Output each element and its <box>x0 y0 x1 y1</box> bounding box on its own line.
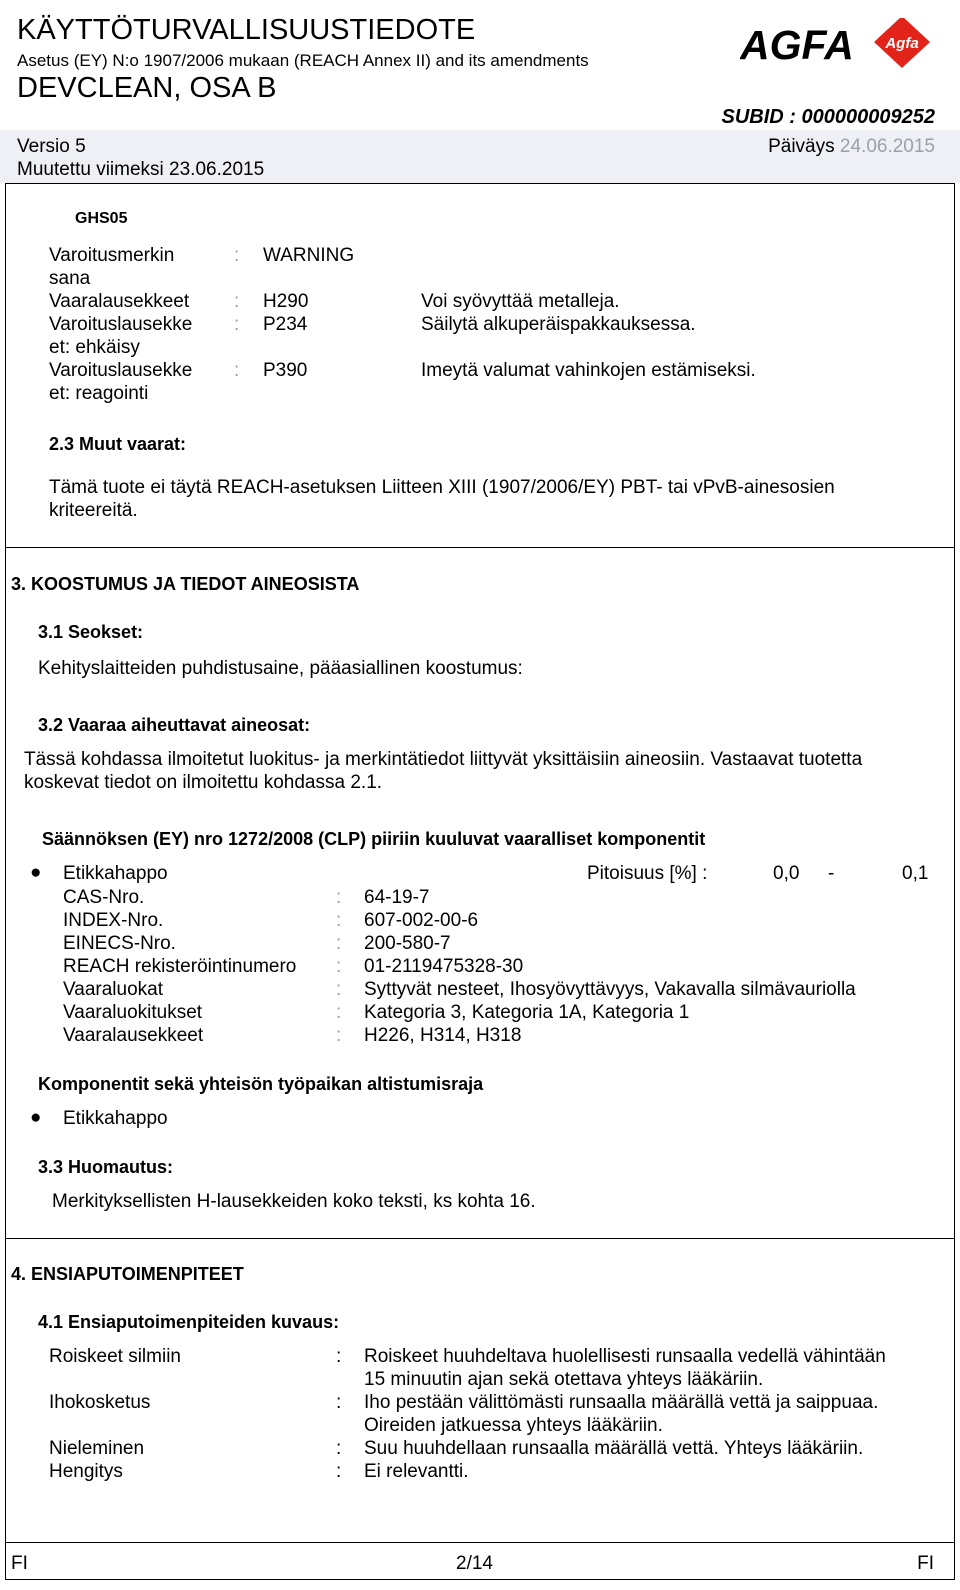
regulation-line: Asetus (EY) N:o 1907/2006 mukaan (REACH Annex II) and its amendments <box>17 51 589 70</box>
section-4-heading: 4. ENSIAPUTOIMENPITEET <box>11 1264 244 1284</box>
section-3-3-heading: 3.3 Huomautus: <box>38 1157 174 1177</box>
version: Versio 5 <box>17 136 86 157</box>
section-3-heading: 3. KOOSTUMUS JA TIEDOT AINEOSISTA <box>11 574 360 594</box>
subid: SUBID : 000000009252 <box>721 106 935 128</box>
concentration-max: 0,1 <box>902 863 929 884</box>
section-3-2-text: koskevat tiedot on ilmoitettu kohdassa 2.1. <box>24 772 383 793</box>
footer-language-right: FI <box>917 1553 934 1574</box>
section-3-2-text: Tässä kohdassa ilmoitetut luokitus- ja merkintätiedot liittyvät yksittäisiin aineosiin. Vastaavat tuotetta <box>24 749 863 770</box>
section-3-3-text: Merkityksellisten H-lausekkeiden koko teksti, ks kohta 16. <box>52 1191 536 1212</box>
section-2-3-text: kriteereitä. <box>49 500 138 521</box>
section-divider <box>5 1238 955 1239</box>
bullet-icon: ● <box>30 1107 42 1128</box>
footer-page-number: 2/14 <box>456 1553 493 1574</box>
issue-date: Päiväys 24.06.2015 <box>768 136 935 157</box>
section-4-1-heading: 4.1 Ensiaputoimenpiteiden kuvaus: <box>38 1312 340 1332</box>
document-title: KÄYTTÖTURVALLISUUSTIEDOTE <box>17 14 476 46</box>
logo-wordmark: AGFA <box>740 22 854 68</box>
ghs-pictogram-label: GHS05 <box>75 210 128 227</box>
section-3-1-heading: 3.1 Seokset: <box>38 622 144 642</box>
concentration-label: Pitoisuus [%] : <box>587 863 708 884</box>
exposure-limits-heading: Komponentit sekä yhteisön työpaikan altistumisraja <box>38 1074 484 1094</box>
clp-components-heading: Säännöksen (EY) nro 1272/2008 (CLP) piiriin kuuluvat vaaralliset komponentit <box>42 829 706 849</box>
footer-language-left: FI <box>11 1553 28 1574</box>
exposure-item: Etikkahappo <box>63 1108 168 1129</box>
last-modified: Muutettu viimeksi 23.06.2015 <box>17 159 265 180</box>
concentration-min: 0,0 <box>773 863 800 884</box>
bullet-icon: ● <box>30 862 42 883</box>
component-name: Etikkahappo <box>63 863 168 884</box>
signal-word: WARNING <box>263 245 355 266</box>
section-2-3-heading: 2.3 Muut vaarat: <box>49 434 187 454</box>
product-name: DEVCLEAN, OSA B <box>17 72 277 104</box>
logo-badge-text: Agfa <box>885 35 919 52</box>
section-divider <box>5 547 955 548</box>
section-3-1-text: Kehityslaitteiden puhdistusaine, pääasiallinen koostumus: <box>38 658 523 679</box>
agfa-logo <box>740 18 955 70</box>
footer-divider <box>5 1542 955 1543</box>
section-3-2-heading: 3.2 Vaaraa aiheuttavat aineosat: <box>38 715 311 735</box>
section-2-3-text: Tämä tuote ei täytä REACH-asetuksen Liitteen XIII (1907/2006/EY) PBT- tai vPvB-ainesosien <box>49 477 835 498</box>
